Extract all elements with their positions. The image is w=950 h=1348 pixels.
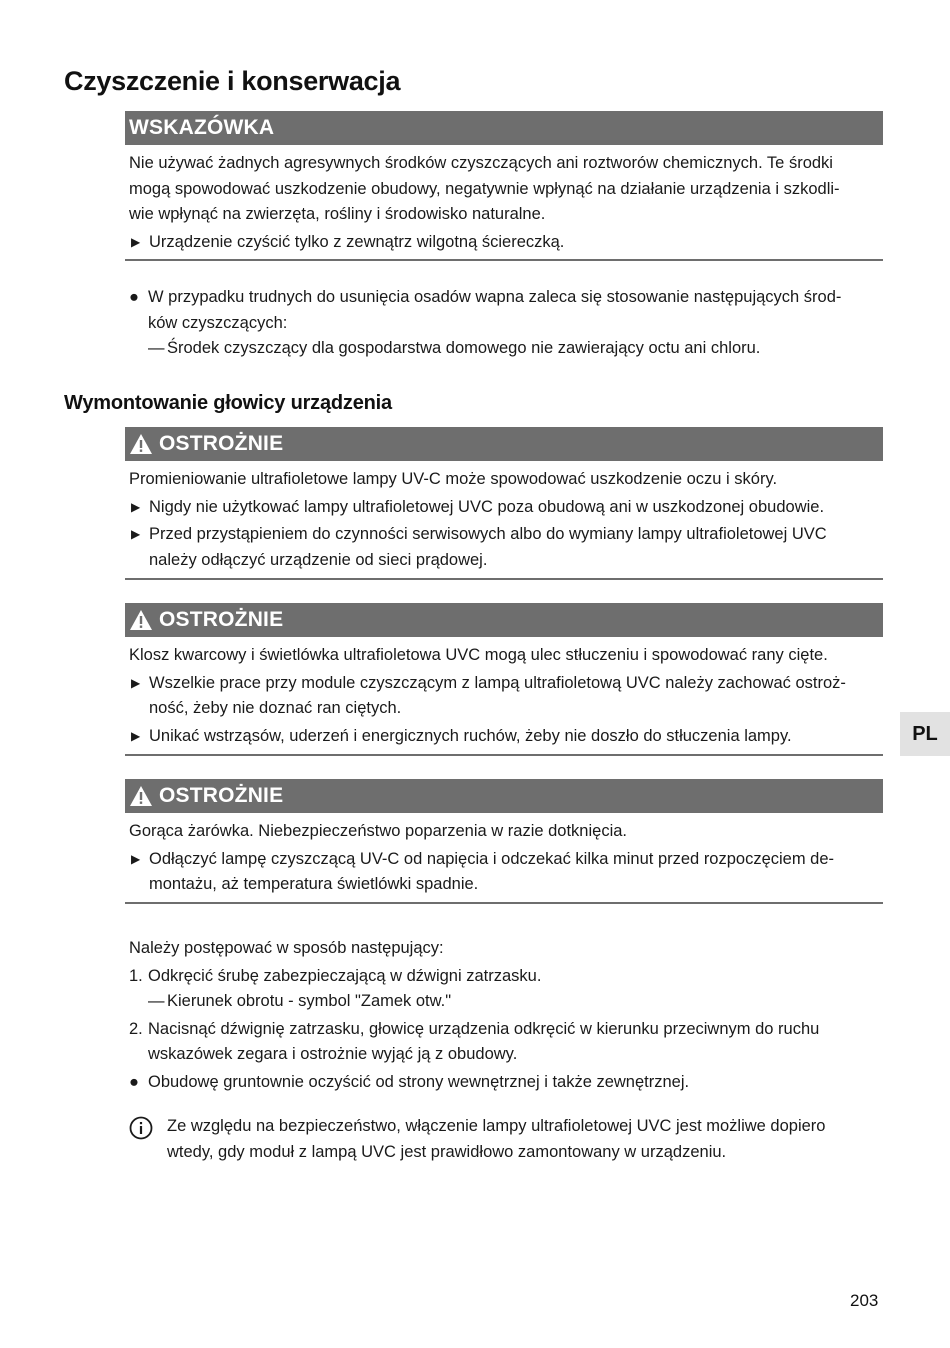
language-tab: PL [900, 712, 950, 756]
subsection-title: Wymontowanie głowicy urządzenia [64, 392, 392, 414]
caution-body [125, 813, 883, 898]
play-arrow-icon: ▶ [131, 675, 141, 690]
note-title: WSKAZÓWKA [129, 116, 275, 139]
caution-box [125, 779, 883, 904]
step-text: Nacisnąć dźwignię zatrzasku, głowicę urządzenia odkręcić w kierunku przeciwnym do ruchu [148, 1019, 820, 1038]
caution-box [125, 427, 883, 580]
list-item [129, 1070, 879, 1096]
dash-text: Środek czyszczący dla gospodarstwa domowego nie zawierający octu ani chloru. [167, 339, 761, 357]
caution-body [125, 637, 883, 749]
list-subitem [129, 336, 879, 362]
caution-text: Promieniowanie ultrafioletowe lampy UV-C może spowodować uszkodzenie oczu i skóry. [129, 470, 778, 488]
info-line: wtedy, gdy moduł z lampą UVC jest prawidłowo zamontowany w urządzeniu. [167, 1142, 727, 1161]
play-arrow-icon: ▶ [131, 851, 141, 866]
step-text: wskazówek zegara i ostrożnie wyjąć ją z obudowy. [148, 1045, 518, 1063]
caution-action [129, 522, 883, 573]
play-arrow-icon: ▶ [131, 499, 141, 514]
caution-action [129, 847, 883, 898]
info-circle-icon [129, 1116, 153, 1140]
dash-icon: — [148, 339, 165, 357]
warning-triangle-icon [129, 433, 153, 455]
step-number: 1. [129, 966, 143, 985]
note-box [125, 111, 883, 261]
bullet-text: W przypadku trudnych do usunięcia osadów wapna zaleca się stosowanie następujących środ- [148, 288, 842, 306]
caution-action-text: Odłączyć lampę czyszczącą UV-C od napięcia i odczekać kilka minut przed rozpoczęciem de- [149, 849, 835, 868]
caution-action-text: montażu, aż temperatura świetlówki spadnie. [149, 875, 479, 893]
caution-text: Gorąca żarówka. Niebezpieczeństwo poparzenia w razie dotknięcia. [129, 822, 628, 840]
note-action [129, 230, 883, 256]
info-text [129, 1114, 879, 1165]
note-line: wie wpłynąć na zwierzęta, rośliny i środowisko naturalne. [129, 205, 546, 223]
bullet-dot-icon: ● [129, 1072, 139, 1091]
dash-icon: — [148, 992, 165, 1010]
note-action-text: Urządzenie czyścić tylko z zewnątrz wilgotną ściereczką. [149, 232, 565, 251]
caution-action-text: Przed przystąpieniem do czynności serwisowych albo do wymiany lampy ultrafioletowej UVC [149, 525, 827, 543]
caution-title: OSTROŻNIE [159, 432, 284, 455]
play-arrow-icon: ▶ [131, 234, 141, 249]
substep-text: Kierunek obrotu - symbol "Zamek otw." [167, 992, 452, 1010]
step-text: Odkręcić śrubę zabezpieczającą w dźwigni zatrzasku. [148, 966, 542, 985]
bullet-dot-icon: ● [129, 288, 139, 306]
note-body [125, 145, 883, 255]
step-number: 2. [129, 1019, 143, 1038]
caution-title: OSTROŻNIE [159, 784, 284, 807]
note-header [125, 111, 883, 145]
procedure-step [129, 1017, 879, 1068]
procedure-intro: Należy postępować w sposób następujący: [129, 939, 444, 957]
section-title: Czyszczenie i konserwacja [64, 66, 401, 96]
note-line: mogą spowodować uszkodzenie obudowy, negatywnie wpłynąć na działanie urządzenia i szkodli- [129, 179, 840, 198]
caution-title: OSTROŻNIE [159, 608, 284, 631]
caution-action [129, 724, 883, 750]
bullet-text: ków czyszczących: [148, 313, 288, 332]
caution-header [125, 427, 883, 461]
caution-text: Klosz kwarcowy i świetlówka ultrafioletowa UVC mogą ulec stłuczeniu i spowodować rany cięte. [129, 646, 828, 664]
caution-action [129, 671, 883, 722]
caution-action-text: należy odłączyć urządzenie od sieci prądowej. [149, 550, 488, 569]
note-line: Nie używać żadnych agresywnych środków czyszczących ani roztworów chemicznych. Te środki [129, 154, 833, 172]
info-note [129, 1114, 879, 1165]
list-item [129, 285, 879, 336]
page-number: 203 [850, 1291, 879, 1310]
caution-action-text: Nigdy nie użytkować lampy ultrafioletowej UVC poza obudową ani w uszkodzonej obudowie. [149, 497, 825, 516]
play-arrow-icon: ▶ [131, 527, 141, 541]
procedure-step [129, 964, 879, 990]
caution-header [125, 603, 883, 637]
caution-header [125, 779, 883, 813]
caution-box [125, 603, 883, 756]
bullet-text: Obudowę gruntownie oczyścić od strony wewnętrznej i także zewnętrznej. [148, 1072, 690, 1091]
caution-action [129, 495, 883, 521]
procedure-substep [129, 989, 879, 1015]
play-arrow-icon: ▶ [131, 728, 141, 743]
caution-action-text: Unikać wstrząsów, uderzeń i energicznych ruchów, żeby nie doszło do stłuczenia lampy. [149, 726, 792, 745]
limescale-section [129, 285, 879, 362]
caution-body [125, 461, 883, 573]
info-line: Ze względu na bezpieczeństwo, włączenie lampy ultrafioletowej UVC jest możliwe dopiero [167, 1117, 826, 1135]
procedure-section [129, 936, 879, 1095]
warning-triangle-icon [129, 609, 153, 631]
warning-triangle-icon [129, 785, 153, 807]
caution-action-text: ność, żeby nie doznać ran ciętych. [149, 699, 402, 717]
caution-action-text: Wszelkie prace przy module czyszczącym z lampą ultrafioletową UVC należy zachować ostroż- [149, 673, 846, 692]
